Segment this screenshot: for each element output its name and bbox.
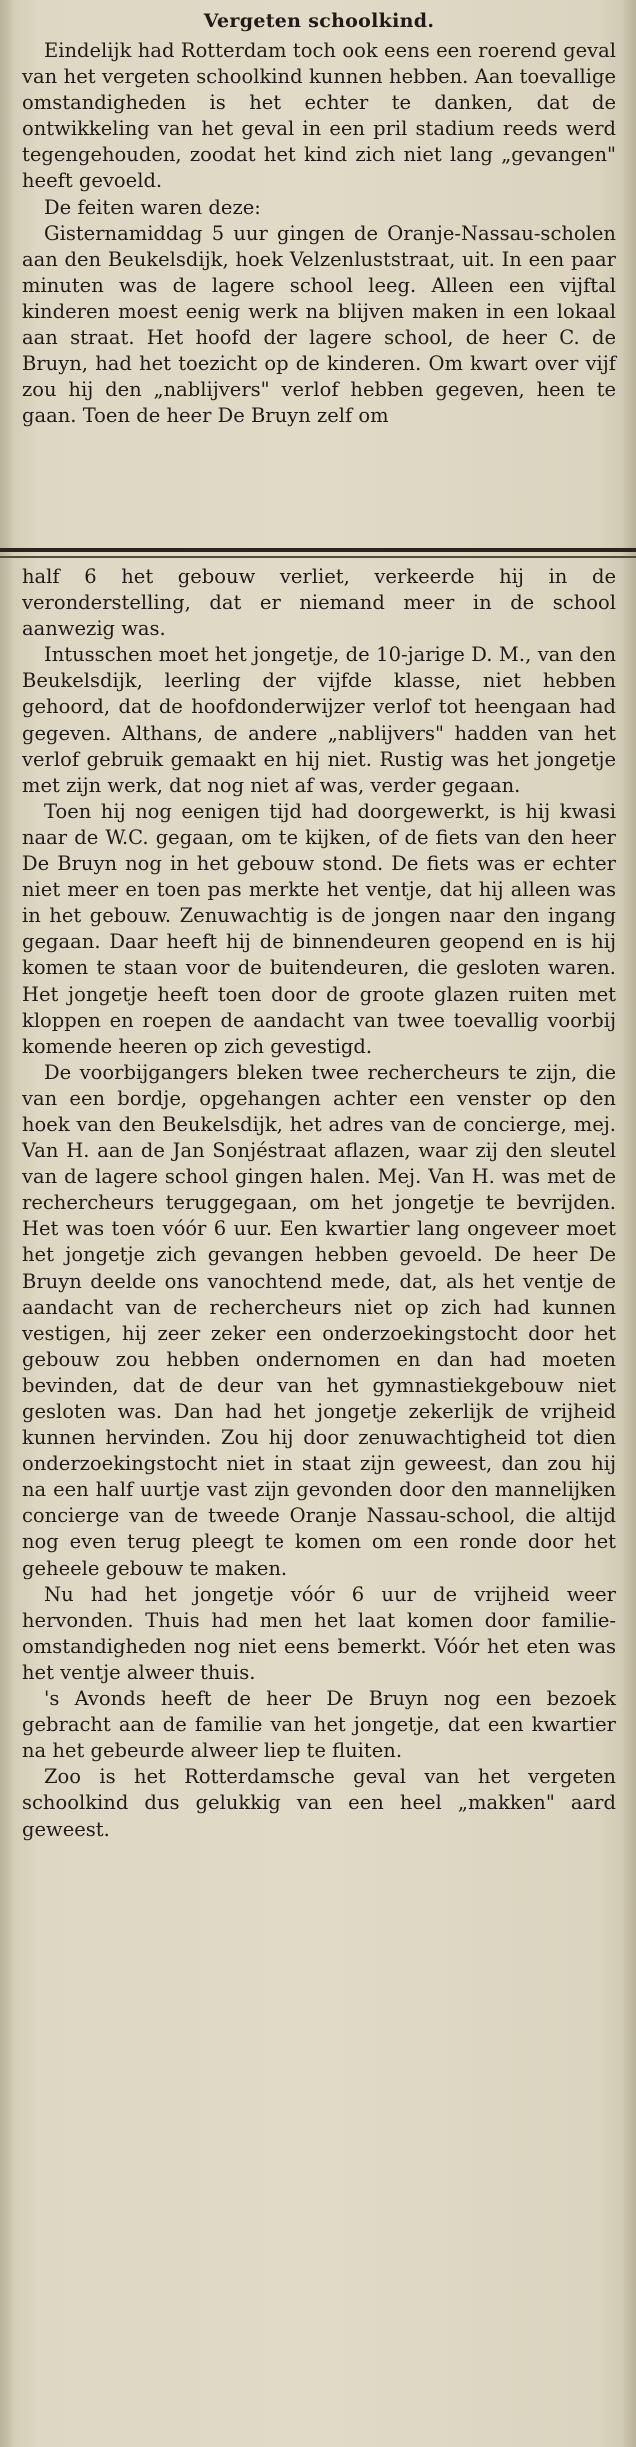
article-column-bottom <box>22 564 616 1843</box>
paragraph: Nu had het jongetje vóór 6 uur de vrijheid weer hervonden. Thuis had men het laat komen door familie-omstandigheden nog niet eens bemerkt. Vóór het eten was het ventje alweer thuis. <box>22 1582 616 1684</box>
paper-edge-shade-right <box>622 0 636 2447</box>
paragraph: 's Avonds heeft de heer De Bruyn nog een bezoek gebracht aan de familie van het jongetje, dat een kwartier na het gebeurde alweer liep te fluiten. <box>22 1687 616 1763</box>
paper-edge-shade-left <box>0 0 14 2447</box>
paragraph: Eindelijk had Rotterdam toch ook eens een roerend geval van het vergeten schoolkind kunnen hebben. Aan toevallige omstandigheden is het echter te danken, dat de ontwikkeling van het geval in een pril stadium reeds werd tegengehouden, zoodat het kind zich niet lang „gevangen" heeft gevoeld. <box>22 39 616 193</box>
article-column-top <box>22 0 616 429</box>
paragraph: De voorbijgangers bleken twee rechercheurs te zijn, die van een bordje, opgehangen achter een venster op den hoek van den Beukelsdijk, het adres van de concierge, mej. Van H. aan de Jan Sonjéstraat aflazen, waar zij den sleutel van de lagere school gingen halen. Mej. Van H. was met de rechercheurs teruggegaan, om het jongetje te bevrijden. Het was toen vóór 6 uur. Een kwartier lang ongeveer moet het jongetje zich gevangen hebben gevoeld. De heer De Bruyn deelde ons vanochtend mede, dat, als het ventje de aandacht van de rechercheurs niet op zich had kunnen vestigen, hij zeer zeker een onderzoekingstocht door het gebouw zou hebben ondernomen en dan had moeten bevinden, dat de deur van het gymnastiekgebouw niet gesloten was. Dan had het jongetje zekerlijk de vrijheid kunnen hervinden. Zou hij door zenuwachtigheid tot dien onderzoekingstocht niet in staat zijn geweest, dan zou hij na een half uurtje vast zijn gevonden door den mannelijken concierge van de tweede Oranje Nassau-school, die altijd nog even terug pleegt te komen om een ronde door het geheele gebouw te maken. <box>22 1060 616 1580</box>
paragraph: half 6 het gebouw verliet, verkeerde hij in de veronderstelling, dat er niemand meer in de school aanwezig was. <box>22 565 616 641</box>
paragraph: Gisternamiddag 5 uur gingen de Oranje-Nassau-scholen aan den Beukelsdijk, hoek Velzenluststraat, uit. In een paar minuten was de lagere school leeg. Alleen een vijftal kinderen moest eenig werk na blijven maken in een lokaal aan straat. Het hoofd der lagere school, de heer C. de Bruyn, had het toezicht op de kinderen. Om kwart over vijf zou hij den „nablijvers" verlof hebben gegeven, heen te gaan. Toen de heer De Bruyn zelf om <box>22 221 616 428</box>
article-body-bottom <box>22 564 616 1843</box>
column-break-rule-thin <box>0 556 636 558</box>
paragraph: Toen hij nog eenigen tijd had doorgewerkt, is hij kwasi naar de W.C. gegaan, om te kijken, of de fiets van den heer De Bruyn nog in het gebouw stond. De fiets was er echter niet meer en toen pas merkte het ventje, dat hij alleen was in het gebouw. Zenuwachtig is de jongen naar den ingang gegaan. Daar heeft hij de binnendeuren geopend en is hij komen te staan voor de buitendeuren, die gesloten waren. Het jongetje heeft toen door de groote glazen ruiten met kloppen en roepen de aandacht van twee toevallig voorbij komende heeren op zich gevestigd. <box>22 799 616 1058</box>
paragraph: Intusschen moet het jongetje, de 10-jarige D. M., van den Beukelsdijk, leerling der vijfde klasse, niet hebben gehoord, dat de hoofdonderwijzer verlof tot heengaan had gegeven. Althans, de andere „nablijvers" hadden van het verlof gebruik gemaakt en hij niet. Rustig was het jongetje met zijn werk, dat nog niet af was, verder gegaan. <box>22 643 616 797</box>
paragraph: Zoo is het Rotterdamsche geval van het vergeten schoolkind dus gelukkig van een heel „makken" aard geweest. <box>22 1765 616 1841</box>
column-break-rule <box>0 548 636 552</box>
paragraph: De feiten waren deze: <box>44 195 261 219</box>
article-title: Vergeten schoolkind. <box>203 10 435 32</box>
article-body-top <box>22 38 616 429</box>
